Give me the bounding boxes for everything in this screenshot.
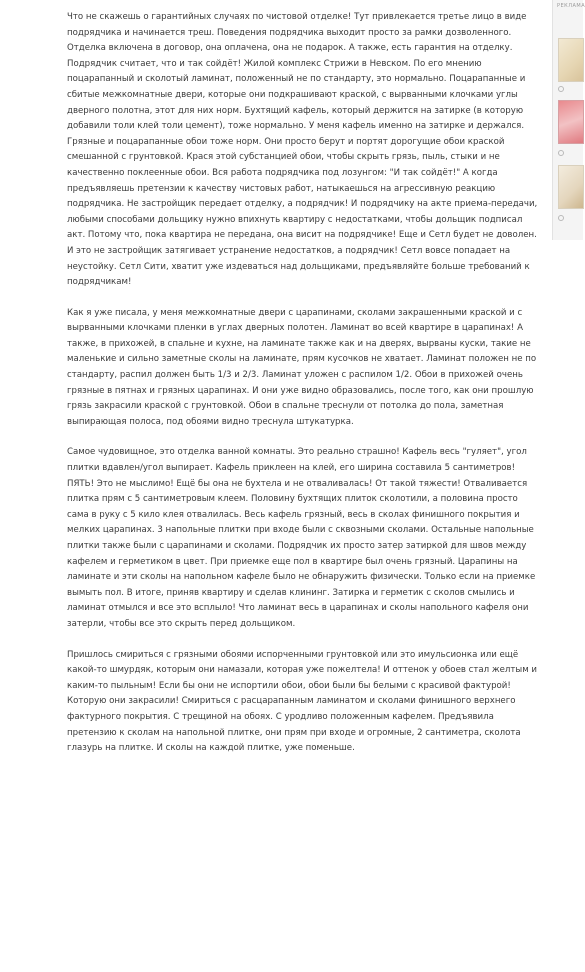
ad-label: РЕКЛАМА [557, 3, 585, 9]
article-paragraph: Самое чудовищное, это отделка ванной комнаты. Это реально страшно! Кафель весь "гуляет", угол плитки вдавлен/угол выпирает. Кафель приклеен на клей, его ширина составила 5 сантиметров! ПЯТЬ! Это не мыслимо! Ещё бы она не бухтела и не отваливалась! От такой тяжести! Отваливается плитка прям с 5 сантиметровым клеем. Половину бухтящих плиток сколотили, а половина просто сама в руку с 5 кило клея отвалилась. Весь кафель грязный, весь в сколах финишного покрытия и мелких царапинах. 3 напольные плитки при входе были с сквозными сколами. Остальные напольные плитки также были с царапинами и сколами. Подрядчик их просто затер затиркой для швов между кафелем и герметиком в цвет. При приемке еще пол в квартире был очень грязный. Царапины на ламинате и эти сколы на напольном кафеле было не обнаружить физически. Только если на приемке вымыть пол. В итоге, приняв квартиру и сделав клининг. Затирка и герметик с сколов смылись и ламинат отмылся и все это всплыло! Что ламинат весь в царапинах и сколы напольного кафеля они затерли, чтобы все это скрыть перед дольщиком. [67, 447, 536, 629]
ad-info-icon[interactable] [558, 215, 564, 221]
article-paragraph: Что не скажешь о гарантийных случаях по чистовой отделке! Тут привлекается третье лицо в виде подрядчика и начинается треш. Поведения подрядчика выходит просто за рамки дозволенного. Отделка включена в договор, она оплачена, она не подарок. А также, есть гарантия на отделку. Подрядчик считает, что и так сойдёт! Жилой комплекс Стрижи в Невском. По его мнению поцарапанный и сколотый ламинат, положенный не по стандарту, это нормально. Поцарапанные и сбитые межкомнатные двери, которые они подкрашивают краской, с вырванными клочками углы дверного полотна, этот для них норм. Бухтящий кафель, который держится на затирке (в которую добавили толи клей толи цемент), тоже нормально. У меня кафель именно на затирке и держался. Грязные и поцарапанные обои тоже норм. Они просто берут и портят дорогущие обои краской смешанной с грунтовкой. Крася этой субстанцией обои, чтобы скрыть грязь, пыль, стыки и не качественно поклеенные обои. Вся работа подрядчика под лозунгом: "И так сойдёт!" А когда предъявляешь претензии к качеству чистовых работ, натыкаешься на агрессивную реакцию подрядчика. Не застройщик передает отделку, а подрядчик! И подрядчику на акте приема-передачи, любыми способами дольщику нужно впихнуть квартиру с недостатками, чтобы дольщик подписал акт. Потому что, пока квартира не передана, она висит на подрядчике! Еще и Сетл будет не доволен. И это не застройщик затягивает устранение недостатков, а подрядчик! Сетл вовсе попадает на неустойку. Сетл Сити, хватит уже издеваться над дольщиками, предъявляйте больше требований к подрядчикам! [67, 12, 538, 288]
ad-thumbnail-floor-plan[interactable] [558, 165, 584, 209]
ad-info-icon[interactable] [558, 86, 564, 92]
article-body [67, 10, 541, 772]
article-paragraph: Пришлось смириться с грязными обоями испорченными грунтовкой или это имульсионка или ещё какой-то шмурдяк, которым они намазали, которая уже пожелтела! И оттенок у обоев стал желтым и каким-то пыльным! Если бы они не испортили обои, обои были бы белыми с красивой фактурой! Которую они закрасили! Смириться с расцарапанным ламинатом и сколами финишного верхнего фактурного покрытия. С трещиной на обоях. С уродливо положенным кафелем. Предъявила претензию к сколам на напольной плитке, они прям при входе и огромные, 2 сантиметра, сколота глазурь на плитке. И сколы на каждой плитке, уже поменьше. [67, 649, 537, 754]
ad-thumbnail-tile[interactable] [558, 100, 584, 144]
ad-sidebar [552, 0, 583, 240]
ad-thumbnail-floor-plan[interactable] [558, 38, 584, 82]
article-paragraph: Как я уже писала, у меня межкомнатные двери с царапинами, сколами закрашенными краской и с вырванными клочками пленки в углах дверных полотен. Ламинат во всей квартире в царапинах! А также, в прихожей, в спальне и кухне, на ламинате также как и на дверях, вырваны куски, такие не маленькие и сильно заметные сколы на ламинате, прям кусочков не хватает. Ламинат положен не по стандарту, распил должен быть 1/3 и 2/3. Ламинат уложен с распилом 1/2. Обои в прихожей очень грязные в пятнах и грязных царапинах. И они уже видно образовались, после того, как они прошлую грязь закрасили краской с грунтовкой. Обои в спальне треснули от потолка до пола, заметная выпирающая полоса, под обоями видно треснула штукатурка. [67, 307, 537, 427]
ad-info-icon[interactable] [558, 150, 564, 156]
